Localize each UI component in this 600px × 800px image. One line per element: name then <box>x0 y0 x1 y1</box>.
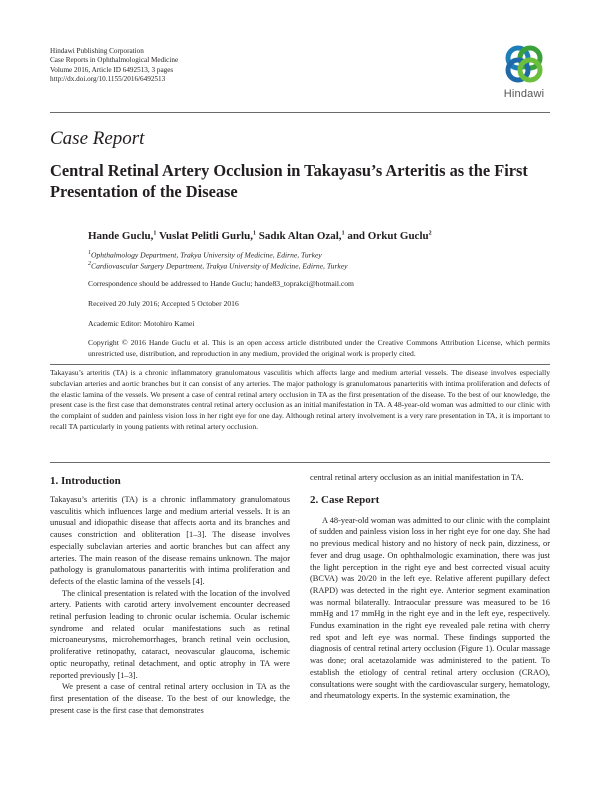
intro-paragraph-2: The clinical presentation is related with the location of the involved artery. Patients with carotid artery involvement encounter decreased retinal perfusion leading to chronic ocular ischemia. Ocular ischemic syndrome and related ocular manifestations such as retinal microaneurysms, microhemorrhages, branch retinal vein occlusion, proliferative retinopathy, cataract, neovascular glaucoma, ischemic optic neuropathy, retinal detachment, and optic atrophy in TA were reported previously [1–3]. <box>50 588 290 680</box>
correspondence: Correspondence should be addressed to Hande Guclu; hande83_toprakci@hotmail.com <box>88 279 354 288</box>
academic-editor: Academic Editor: Motohiro Kamei <box>88 319 195 328</box>
left-column <box>50 474 290 716</box>
article-type: Case Report <box>50 128 145 149</box>
copyright-notice: Copyright © 2016 Hande Guclu et al. This is an open access article distributed under the Creative Commons Attribution License, which permits unrestricted use, distribution, and reproduction in any medium, provided the original work is properly cited. <box>88 338 550 358</box>
affiliation-sup: 2 <box>88 261 91 267</box>
affiliation-2 <box>88 261 348 271</box>
author-sup: 1 <box>252 230 256 237</box>
doi-link[interactable]: http://dx.doi.org/10.1155/2016/6492513 <box>50 75 166 84</box>
abstract: Takayasu’s arteritis (TA) is a chronic inflammatory granulomatous vasculitis which affects large and medium arterial vessels. The disease involves especially subclavian arteries and aortic branches but it can consist of any arteries. The major pathology is granulomatous panarteritis with intima proliferation and defects of the elastic lamina of the vessels. We present a case of central retinal artery occlusion in TA as the first presentation of the disease. To the best of our knowledge, the present case is the first case that demonstrates central retinal artery occlusion as an initial manifestation in TA. A 48-year-old woman was admitted to our clinic with the complaint of sudden and painless vision loss in her right eye for one day. Although retinal artery involvement is a very rare presentation in TA, it is important to recall TA particularly in young patients with retinal artery occlusion. <box>50 368 550 431</box>
journal-name: Case Reports in Ophthalmological Medicine <box>50 56 179 65</box>
abstract-bottom-divider <box>50 462 550 463</box>
article-title: Central Retinal Artery Occlusion in Takayasu’s Arteritis as the First Presentation of the Disease <box>50 161 528 201</box>
affiliation-sup: 1 <box>88 250 91 256</box>
volume-info: Volume 2016, Article ID 6492513, 3 pages <box>50 65 174 74</box>
section-heading-introduction: 1. Introduction <box>50 475 121 487</box>
author-name: Hande Guclu, <box>88 230 154 242</box>
affiliation-text: Cardiovascular Surgery Department, Trakya University of Medicine, Edirne, Turkey <box>91 261 348 271</box>
header-divider <box>50 112 550 113</box>
author-sup: 1 <box>153 230 157 237</box>
abstract-top-divider <box>50 364 550 365</box>
logo-word: Hindawi <box>503 88 545 100</box>
intro-paragraph-3: We present a case of central retinal artery occlusion in TA as the first presentation of the disease. To the best of our knowledge, the present case is the first case that demonstrates <box>50 682 290 715</box>
author-list <box>88 230 432 242</box>
intro-paragraph-1: Takayasu’s arteritis (TA) is a chronic inflammatory granulomatous vasculitis which influences large and medium arterial vessels. It is an unusual and idiopathic disease that affects aorta and its branches and causes constriction and obliteration [1–3]. The disease involves especially subclavian arteries and aortic branches but can affect any arteries. The main reason of the disease remains unknown. The major pathology is granulomatous panarteritis with intima proliferation and defects of the elastic lamina of the vessels [4]. <box>50 495 290 586</box>
hindawi-rings-icon <box>496 42 552 88</box>
continued-paragraph: central retinal artery occlusion as an initial manifestation in TA. <box>310 473 524 482</box>
case-paragraph-1: A 48-year-old woman was admitted to our clinic with the complaint of sudden and painless vision loss in her right eye for one day. She had no previous medical history and no history of neck pain, dizziness, or fever and drug usage. On ophthalmologic examination, there was just the light perception in the right eye and best corrected visual acuity (BCVA) was 20/20 in the left eye. Relative afferent pupillary defect (RAPD) was detected in the right eye. Anterior segment examination was normal bilaterally. Intraocular pressure was measured to be 16 mmHg and 17 mmHg in the right eye and in the left eye, respectively. Fundus examination in the right eye revealed pale retina with cherry red spot and left eye was normal. These findings supported the diagnosis of central retinal artery occlusion (Figure 1). Ocular massage was done; oral acetazolamide was administered to the patient. To establish the etiology of central retinal artery occlusion (CRAO), consultations were sought with the cardiovascular surgery, hematology, and rheumatology experts. In the systemic examination, the <box>310 515 550 701</box>
hindawi-logo <box>496 42 552 108</box>
author-name: Vuslat Pelitli Gurlu, <box>156 230 253 242</box>
author-sup: 1 <box>341 230 345 237</box>
affiliation-1 <box>88 250 322 260</box>
author-sup: 2 <box>428 230 432 237</box>
right-column <box>310 472 550 702</box>
affiliation-text: Ophthalmology Department, Trakya University of Medicine, Edirne, Turkey <box>91 250 322 260</box>
section-heading-case-report: 2. Case Report <box>310 493 380 506</box>
author-name: and Orkut Guclu <box>344 230 429 242</box>
journal-info <box>50 47 178 85</box>
received-dates: Received 20 July 2016; Accepted 5 October 2016 <box>88 299 239 308</box>
publisher: Hindawi Publishing Corporation <box>50 47 144 55</box>
author-name: Sadık Altan Ozal, <box>255 230 342 242</box>
